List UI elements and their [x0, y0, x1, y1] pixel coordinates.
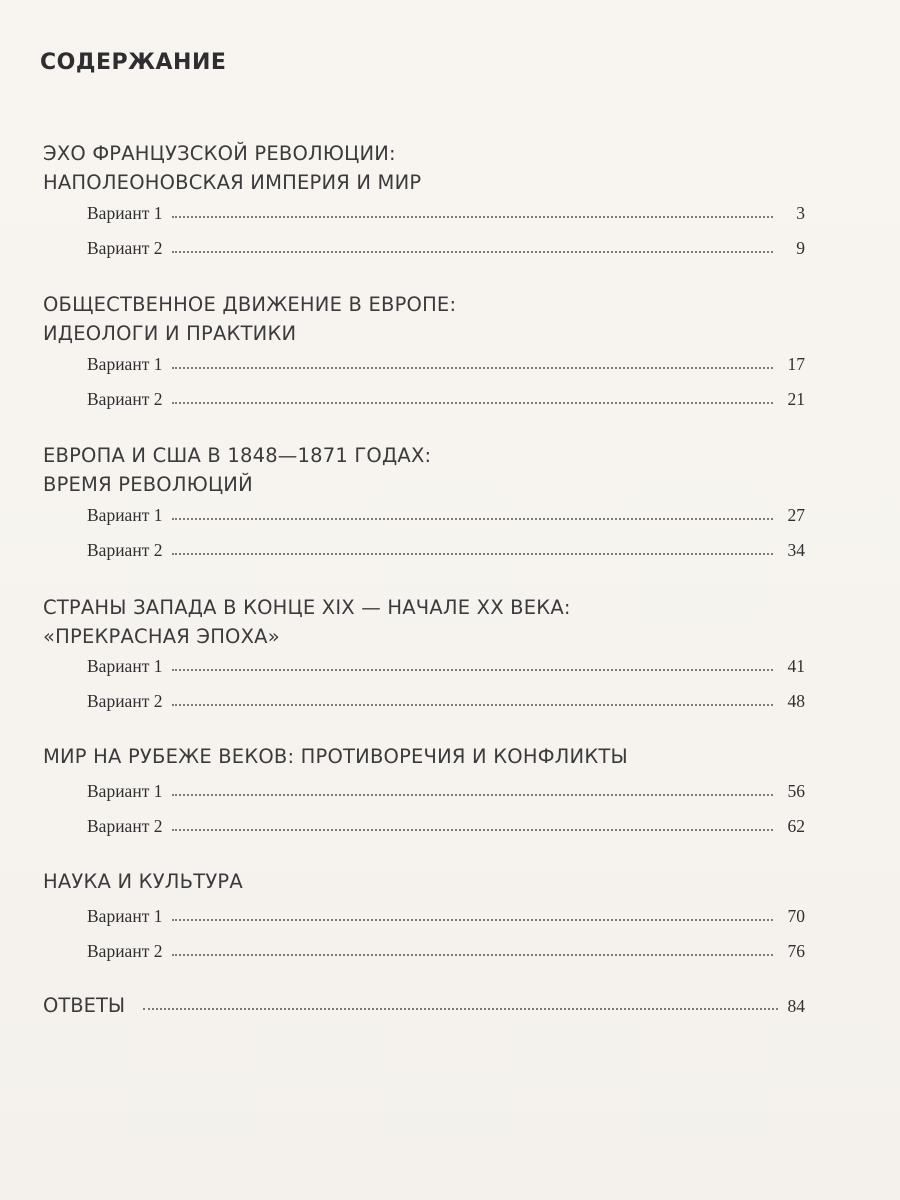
page-number: 34: [787, 540, 805, 560]
section-title-line: МИР НА РУБЕЖЕ ВЕКОВ: ПРОТИВОРЕЧИЯ И КОНФЛИКТЫ: [43, 745, 628, 768]
entry-label: Вариант 1: [87, 781, 163, 801]
page-number: 62: [787, 816, 805, 836]
entry-label: Вариант 1: [87, 656, 163, 676]
page-number: 27: [787, 505, 805, 525]
section-title-line: ЕВРОПА И США В 1848—1871 ГОДАХ:: [43, 444, 432, 467]
toc-entry[interactable]: [87, 203, 805, 227]
page-number: 48: [787, 691, 805, 711]
section-title: [43, 742, 628, 771]
entry-label: Вариант 1: [87, 906, 163, 926]
dot-leader: [172, 794, 773, 796]
toc-entry[interactable]: [87, 941, 805, 965]
page-number: 3: [796, 203, 805, 223]
entry-label: Вариант 2: [87, 691, 163, 711]
toc-entry[interactable]: [87, 354, 805, 378]
page-number: 41: [787, 656, 805, 676]
section-title-line: НАПОЛЕОНОВСКАЯ ИМПЕРИЯ И МИР: [43, 171, 422, 194]
page-number: 76: [787, 941, 805, 961]
toc-entry[interactable]: [87, 389, 805, 413]
toc-entry[interactable]: [87, 540, 805, 564]
dot-leader: [172, 954, 773, 956]
toc-entry[interactable]: [87, 816, 805, 840]
dot-leader: [143, 1008, 777, 1010]
toc-entry[interactable]: [87, 781, 805, 805]
section-title-line: ИДЕОЛОГИ И ПРАКТИКИ: [43, 322, 297, 345]
section-title-line: ВРЕМЯ РЕВОЛЮЦИЙ: [43, 473, 253, 496]
dot-leader: [172, 669, 773, 671]
page-number: 56: [787, 781, 805, 801]
entry-label: Вариант 2: [87, 389, 163, 409]
dot-leader: [172, 704, 773, 706]
page-number: 70: [787, 906, 805, 926]
dot-leader: [172, 216, 773, 218]
page-number: 17: [787, 354, 805, 374]
toc-entry[interactable]: [87, 656, 805, 680]
entry-label: Вариант 1: [87, 505, 163, 525]
section-title-line: «ПРЕКРАСНАЯ ЭПОХА»: [43, 625, 280, 648]
toc-entry[interactable]: [87, 505, 805, 529]
dot-leader: [172, 402, 773, 404]
section-title: [43, 867, 243, 896]
toc-entry-answers[interactable]: [43, 994, 805, 1020]
entry-label: Вариант 1: [87, 354, 163, 374]
toc-entry[interactable]: [87, 691, 805, 715]
section-title: [43, 441, 431, 499]
answers-label: ОТВЕТЫ: [43, 994, 126, 1017]
dot-leader: [172, 829, 773, 831]
dot-leader: [172, 367, 773, 369]
entry-label: Вариант 2: [87, 540, 163, 560]
entry-label: Вариант 2: [87, 238, 163, 258]
dot-leader: [172, 919, 773, 921]
entry-label: Вариант 2: [87, 941, 163, 961]
section-title-line: НАУКА И КУЛЬТУРА: [43, 870, 243, 893]
section-title-line: ЭХО ФРАНЦУЗСКОЙ РЕВОЛЮЦИИ:: [43, 142, 396, 165]
page-number: 21: [787, 389, 805, 409]
toc-entry[interactable]: [87, 906, 805, 930]
section-title: [43, 290, 456, 348]
entry-label: Вариант 2: [87, 816, 163, 836]
section-title-line: ОБЩЕСТВЕННОЕ ДВИЖЕНИЕ В ЕВРОПЕ:: [43, 293, 457, 316]
entry-label: Вариант 1: [87, 203, 163, 223]
dot-leader: [172, 518, 773, 520]
page-number: 9: [796, 238, 805, 258]
section-title-line: СТРАНЫ ЗАПАДА В КОНЦЕ XIX — НАЧАЛЕ XX ВЕКА:: [43, 596, 571, 619]
page-number: 84: [787, 996, 805, 1016]
page-title: СОДЕРЖАНИЕ: [40, 50, 227, 75]
dot-leader: [172, 553, 773, 555]
toc-entry[interactable]: [87, 238, 805, 262]
section-title: [43, 139, 421, 197]
dot-leader: [172, 251, 773, 253]
section-title: [43, 593, 571, 651]
